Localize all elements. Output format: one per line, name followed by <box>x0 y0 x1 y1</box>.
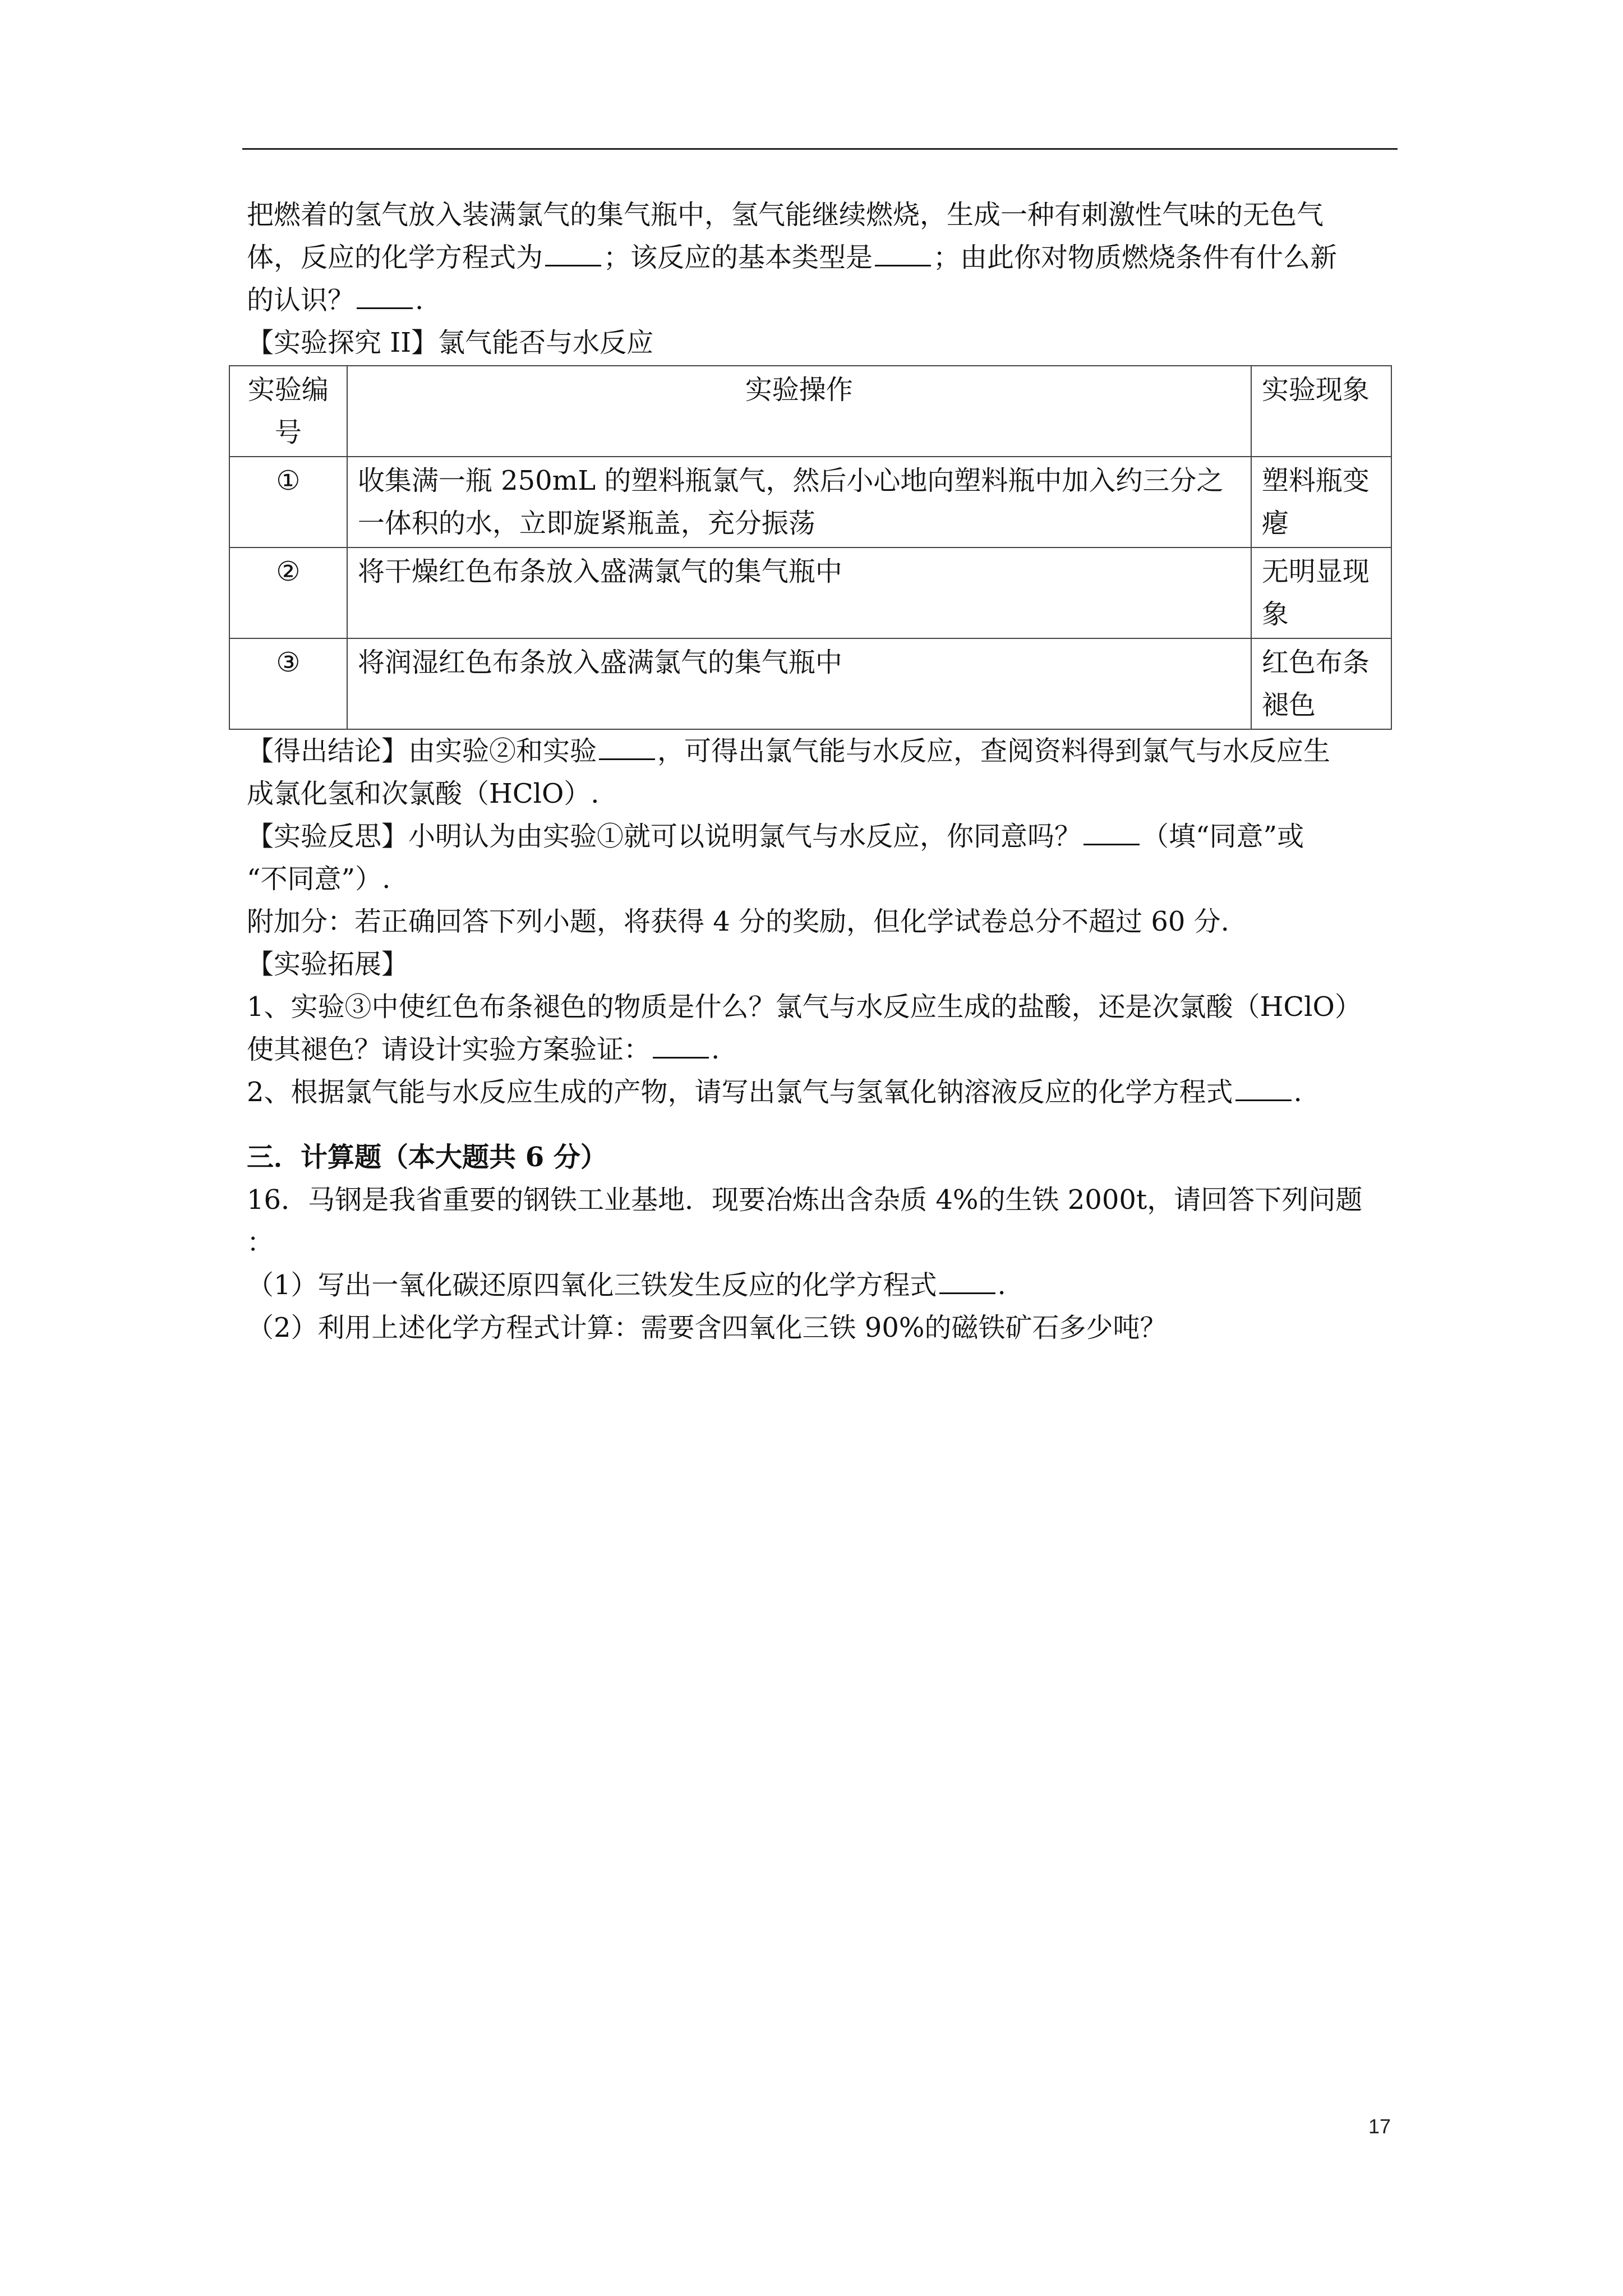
answer-blank[interactable] <box>875 242 931 266</box>
table-cell: 将润湿红色布条放入盛满氯气的集气瓶中 <box>347 638 1251 729</box>
text: ；由此你对物质燃烧条件有什么新 <box>933 242 1338 273</box>
text: 【实验反思】小明认为由实验①就可以说明氯气与水反应，你同意吗？ <box>247 821 1082 852</box>
text: . <box>997 1269 1006 1301</box>
text: . <box>1293 1076 1302 1108</box>
text: 体，反应的化学方程式为 <box>247 242 543 273</box>
text: ；该反应的基本类型是 <box>603 242 873 273</box>
extension-heading: 【实验拓展】 <box>247 949 409 980</box>
bonus-paragraph: 附加分：若正确回答下列小题，将获得 4 分的奖励，但化学试卷总分不超过 60 分. <box>247 906 1229 937</box>
table-header: 实验现象 <box>1251 366 1391 457</box>
text: 【得出结论】由实验②和实验 <box>247 735 597 767</box>
text: 16．马钢是我省重要的钢铁工业基地．现要冶炼出含杂质 4%的生铁 2000t，请回答下列问题 <box>247 1184 1363 1216</box>
table-row <box>229 638 1391 729</box>
text: “不同意”）. <box>247 863 391 895</box>
table-cell: 塑料瓶变瘪 <box>1251 457 1391 547</box>
text: 使其褪色？请设计实验方案验证： <box>247 1034 651 1065</box>
table-row <box>229 457 1391 547</box>
text: （1）写出一氧化碳还原四氧化三铁发生反应的化学方程式 <box>247 1269 937 1301</box>
text: . <box>415 284 424 316</box>
text: ： <box>247 1227 274 1258</box>
text: 1、实验③中使红色布条褪色的物质是什么？氯气与水反应生成的盐酸，还是次氯酸（HClO） <box>247 991 1362 1023</box>
conclusion-paragraph <box>247 730 1396 815</box>
table-cell: 无明显现象 <box>1251 547 1391 638</box>
reflection-paragraph <box>247 815 1396 900</box>
answer-blank[interactable] <box>599 736 655 760</box>
question-2 <box>247 1071 1396 1114</box>
table-cell: ③ <box>229 638 347 729</box>
experiment-heading: 【实验探究 II】氯气能否与水反应 <box>247 327 654 358</box>
table-row <box>229 547 1391 638</box>
paragraph-hydrogen-chlorine <box>247 194 1396 321</box>
page-content <box>247 194 1396 1349</box>
text: 2、根据氯气能与水反应生成的产物，请写出氯气与氢氧化钠溶液反应的化学方程式 <box>247 1076 1233 1108</box>
answer-blank[interactable] <box>1083 821 1140 845</box>
text: 把燃着的氢气放入装满氯气的集气瓶中，氢气能继续燃烧，生成一种有刺激性气味的无色气 <box>247 199 1324 231</box>
text: ，可得出氯气能与水反应，查阅资料得到氯气与水反应生 <box>657 735 1331 767</box>
section-title-calc: 三．计算题（本大题共 6 分） <box>247 1142 607 1173</box>
answer-blank[interactable] <box>357 285 413 309</box>
table-cell: ① <box>229 457 347 547</box>
page-number: 17 <box>1368 2115 1391 2138</box>
text: （填“同意”或 <box>1142 821 1304 852</box>
text: 的认识？ <box>247 284 355 316</box>
answer-blank[interactable] <box>939 1270 995 1294</box>
header-rule <box>242 148 1398 150</box>
table-cell: ② <box>229 547 347 638</box>
table-header-row <box>229 366 1391 457</box>
table-cell: 收集满一瓶 250mL 的塑料瓶氯气，然后小心地向塑料瓶中加入约三分之一体积的水，立即旋紧瓶盖，充分振荡 <box>347 457 1251 547</box>
question-16 <box>247 1179 1396 1264</box>
experiment-table <box>229 365 1392 730</box>
table-cell: 将干燥红色布条放入盛满氯气的集气瓶中 <box>347 547 1251 638</box>
question-16-sub-1 <box>247 1264 1396 1306</box>
question-16-sub-2: （2）利用上述化学方程式计算：需要含四氧化三铁 90%的磁铁矿石多少吨？ <box>247 1312 1167 1343</box>
answer-blank[interactable] <box>1235 1077 1292 1101</box>
table-header: 实验操作 <box>347 366 1251 457</box>
question-1 <box>247 986 1396 1071</box>
answer-blank[interactable] <box>545 242 601 266</box>
table-cell: 红色布条褪色 <box>1251 638 1391 729</box>
text: 成氯化氢和次氯酸（HClO）. <box>247 778 600 809</box>
answer-blank[interactable] <box>653 1034 709 1059</box>
text: . <box>711 1034 720 1065</box>
table-header: 实验编号 <box>229 366 347 457</box>
